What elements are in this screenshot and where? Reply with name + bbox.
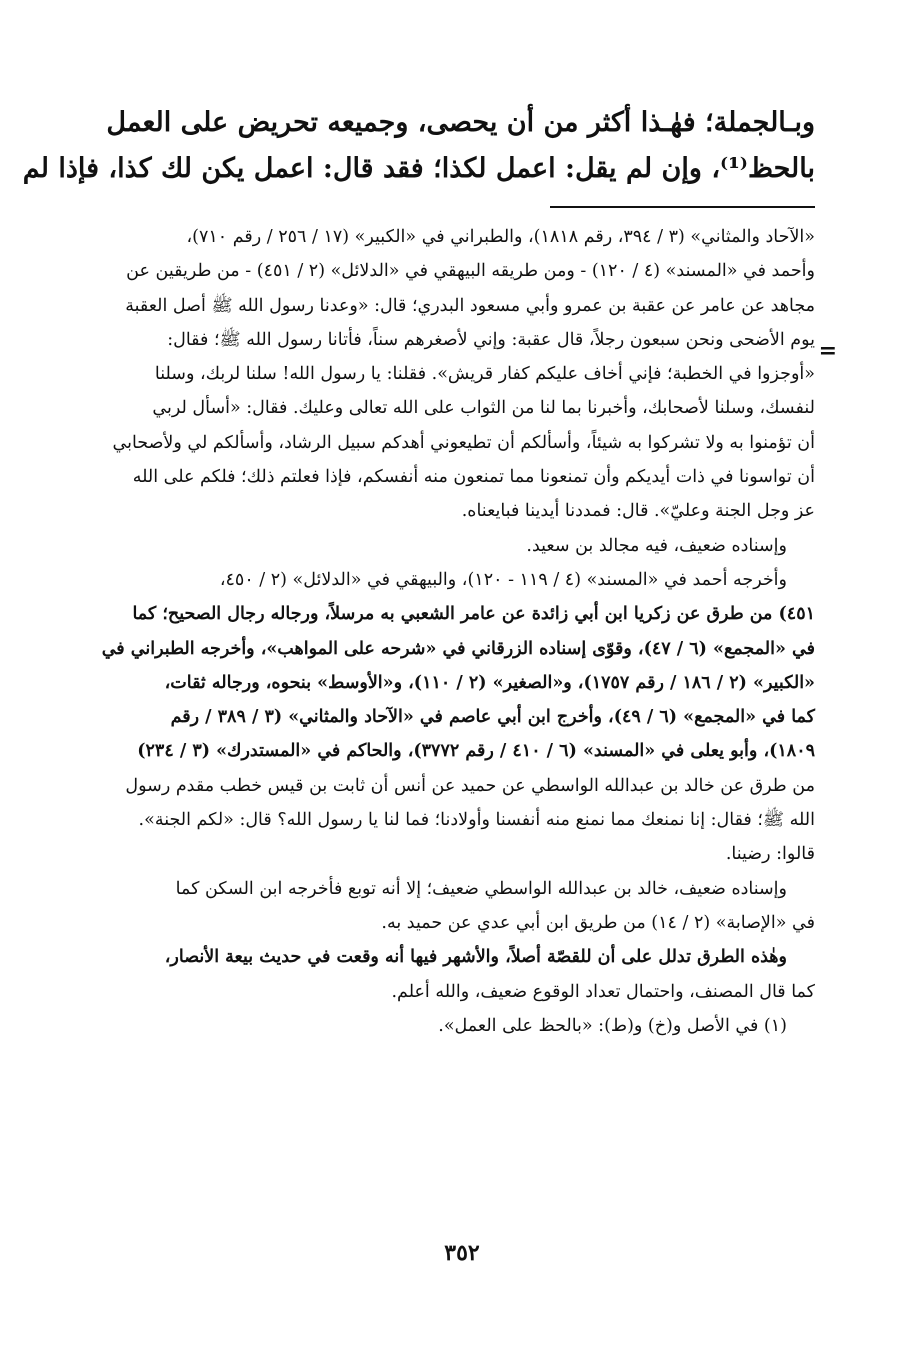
footnote-line: وأحمد في «المسند» (٤ / ١٢٠) - ومن طريقه البيهقي في «الدلائل» (٢ / ٤٥١) - من طريقين عن — [126, 261, 815, 282]
ahmad-line: من طرق عن خالد بن عبدالله الواسطي عن حميد عن أنس أن ثابت بن قيس خطب مقدم رسول — [125, 775, 815, 796]
footnote-line: مجاهد عن عامر عن عقبة بن عمرو وأبي مسعود البدري؛ قال: «وعدنا رسول الله ﷺ أصل العقبة — [125, 295, 815, 316]
footnote-line: «أوجزوا في الخطبة؛ فإني أخاف عليكم كفار قريش». فقلنا: يا رسول الله! سلنا لربك، وسلنا — [154, 364, 815, 385]
page-body — [22, 100, 837, 1043]
footnote-separator — [550, 206, 815, 208]
khalid-line: في «الإصابة» (٢ / ١٤) من طريق ابن أبي عدي عن حميد به. — [381, 912, 815, 933]
ahmad-line: «الكبير» (٢ / ١٨٦ / رقم ١٧٥٧)، و«الصغير» (٢ / ١١٠)، و«الأوسط» بنحوه، ورجاله ثقات، — [164, 672, 815, 693]
conclusion-line: وهٰذه الطرق تدلل على أن للقصّة أصلاً، والأشهر فيها أنه وقعت في حديث بيعة الأنصار، — [164, 947, 787, 968]
main-text-line: وبـالجملة؛ فهٰـذا أكثر من أن يحصى، وجميعه تحريض على العمل — [106, 107, 815, 138]
conclusion-line: كما قال المصنف، واحتمال تعداد الوقوع ضعيف، والله أعلم. — [391, 981, 815, 1002]
footnote-line: يوم الأضحى ونحن سبعون رجلاً، قال عقبة: وإني لأصغرهم سناً، فأتانا رسول الله ﷺ؛ فقال: — [167, 329, 815, 350]
footnote-line: عز وجل الجنة وعليّ». قال: فمددنا أيدينا فبايعناه. — [461, 501, 815, 522]
footnote-line: أن تؤمنوا به ولا تشركوا به شيئاً، وأسألكم أن تطيعوني أهدكم سبيل الرشاد، وأسألكم لي ولأصحابي — [112, 432, 815, 453]
footnote-line: «الآحاد والمثاني» (٣ / ٣٩٤، رقم ١٨١٨)، والطبراني في «الكبير» (١٧ / ٢٥٦ / رقم ٧١٠)، — [186, 227, 815, 247]
page-number: ٣٥٢ — [444, 1240, 480, 1266]
khalid-line: وإسناده ضعيف، خالد بن عبدالله الواسطي ضعيف؛ إلا أنه توبع فأخرجه ابن السكن كما — [175, 878, 787, 899]
ahmad-line: الله ﷺ؛ فقال: إنا نمنعك مما نمنع منه أنفسنا وأولادنا؛ فما لنا يا رسول الله؟ قال: «لكم الجنة». — [138, 810, 815, 831]
ahmad-line: كما في «المجمع» (٦ / ٤٩)، وأخرج ابن أبي عاصم في «الآحاد والمثاني» (٣ / ٣٨٩ / رقم — [170, 707, 815, 728]
ahmad-line: ٤٥١) من طرق عن زكريا ابن أبي زائدة عن عامر الشعبي به مرسلاً، ورجاله رجال الصحيح؛ كما — [132, 604, 815, 625]
ahmad-line: ١٨٠٩)، وأبو يعلى في «المسند» (٦ / ٤١٠ / رقم ٣٧٧٢)، والحاكم في «المستدرك» (٣ / ٢٣٤) — [137, 741, 815, 762]
isnad-weak-line: وإسناده ضعيف، فيه مجالد بن سعيد. — [526, 535, 787, 556]
footnote-1: (١) في الأصل و(خ) و(ط): «بالحظ على العمل». — [438, 1015, 787, 1036]
continuation-mark: = — [818, 338, 837, 364]
ahmad-line: في «المجمع» (٦ / ٤٧)، وقوّى إسناده الزرقاني في «شرحه على المواهب»، وأخرجه الطبراني في — [101, 638, 815, 659]
footnote-line: أن تواسونا في ذات أيديكم وأن تمنعونا مما تمنعون منه أنفسكم، فإذا فعلتم ذلك؛ فلكم على الله — [132, 467, 815, 488]
ahmad-line: وأخرجه أحمد في «المسند» (٤ / ١١٩ - ١٢٠)، والبيهقي في «الدلائل» (٢ / ٤٥٠، — [219, 569, 787, 590]
main-text-line: بالحظ⁽¹⁾، وإن لم يقل: اعمل لكذا؛ فقد قال: اعمل يكن لك كذا، فإذا لم — [22, 153, 815, 184]
footnote-line: لنفسك، وسلنا لأصحابك، وأخبرنا بما لنا من الثواب على الله تعالى وعليك. فقال: «أسأل لربي — [152, 398, 815, 419]
ahmad-line: قالوا: رضينا. — [725, 844, 815, 865]
